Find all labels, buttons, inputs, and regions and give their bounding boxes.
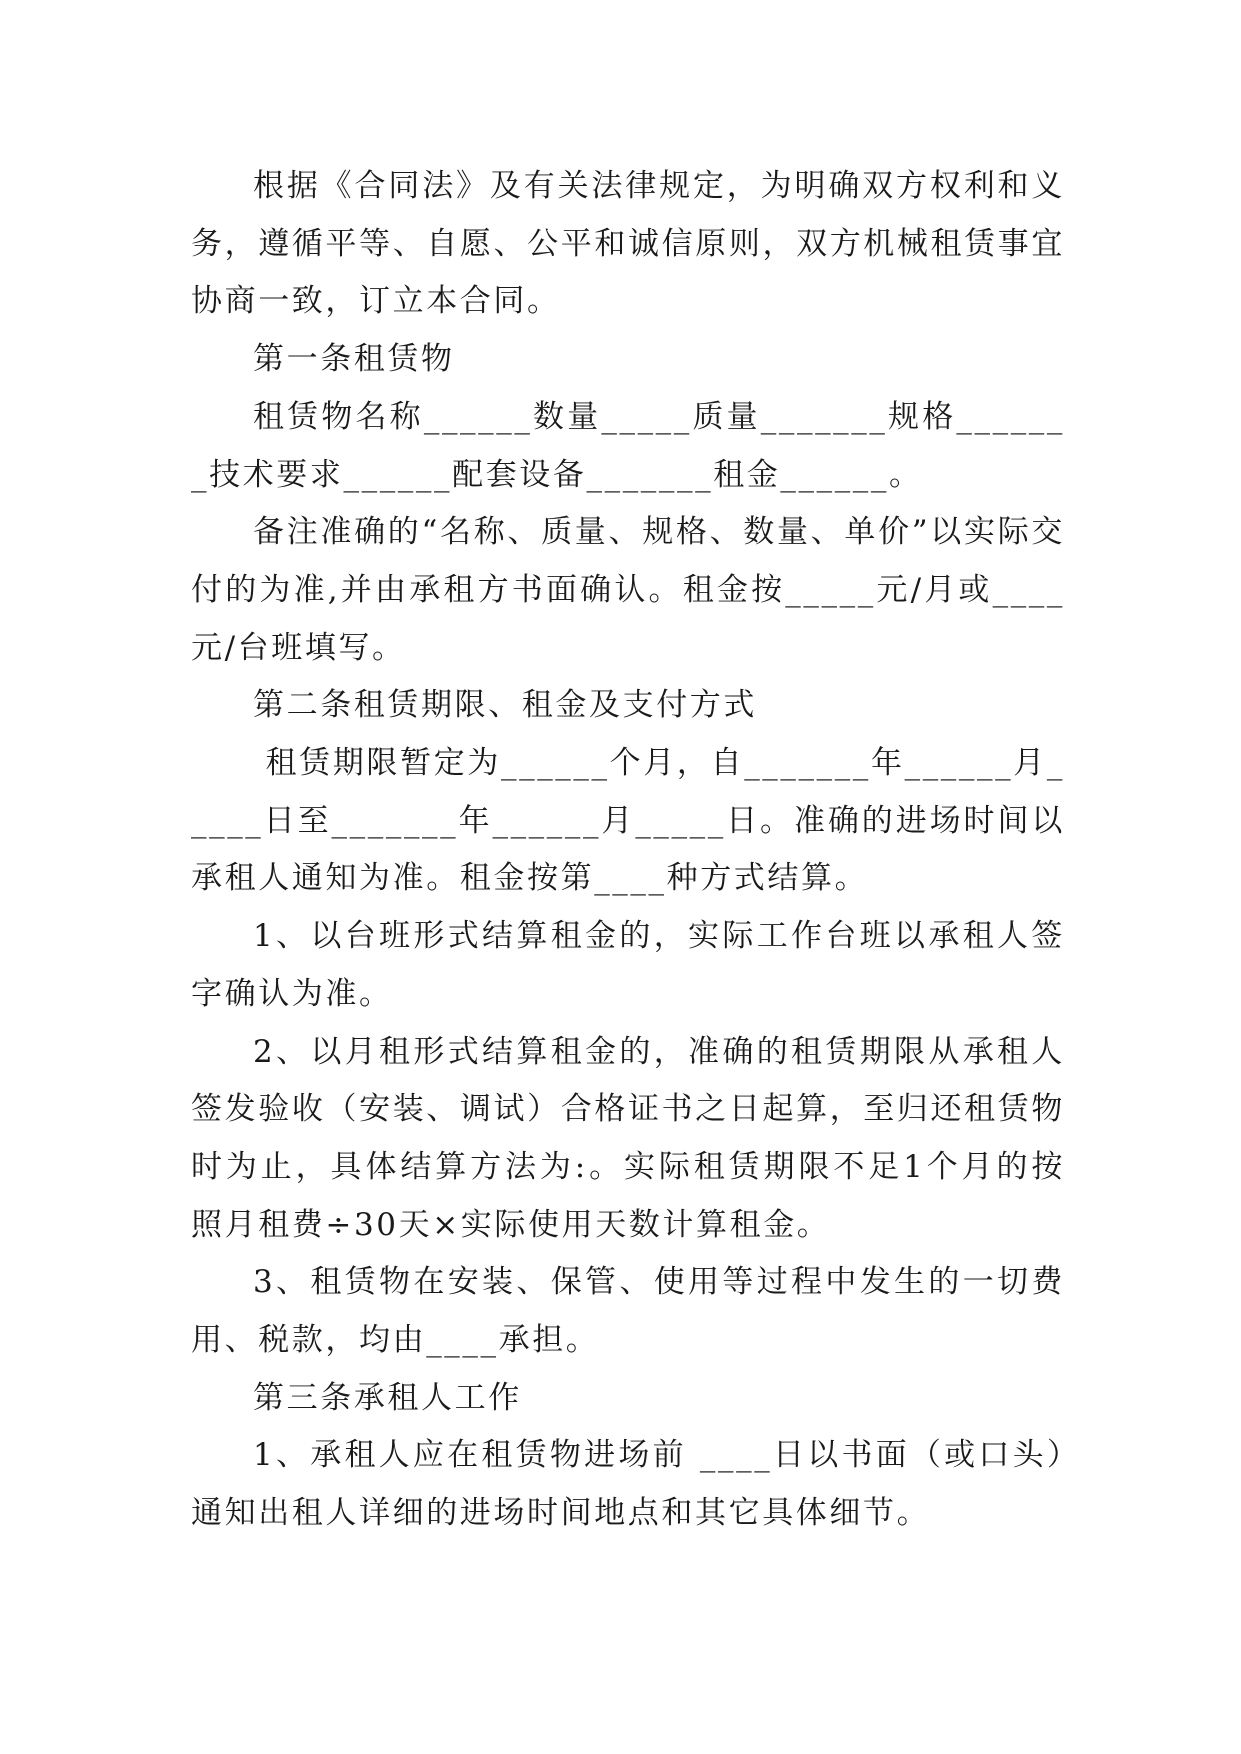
article-1-note-paragraph: 备注准确的“名称、质量、规格、数量、单价”以实际交付的为准,并由承租方书面确认。租金按_____元/月或____元/台班填写。 [191,514,1065,666]
article-1-fields-paragraph: 租赁物名称______数量_____质量_______规格_______技术要求______配套设备_______租金______。 [191,398,1065,493]
document-body [191,158,1065,1543]
article-2-term-paragraph: 租赁期限暂定为______个月，自_______年______月_____日至_______年______月_____日。准确的进场时间以承租人通知为准。租金按第____种方式结算。 [191,745,1065,897]
article-2-item-2: 2、以月租形式结算租金的，准确的租赁期限从承租人签发验收（安装、调试）合格证书之日起算，至归还租赁物时为止，具体结算方法为:。实际租赁期限不足1个月的按照月租费÷30天×实际使用天数计算租金。 [191,1033,1065,1243]
article-2-heading: 第二条租赁期限、租金及支付方式 [253,687,757,724]
preamble-paragraph: 根据《合同法》及有关法律规定，为明确双方权利和义务，遵循平等、自愿、公平和诚信原则，双方机械租赁事宜协商一致，订立本合同。 [191,168,1065,320]
article-2-item-1: 1、以台班形式结算租金的，实际工作台班以承租人签字确认为准。 [191,918,1065,1012]
article-2-item-3: 3、租赁物在安装、保管、使用等过程中发生的一切费用、税款，均由____承担。 [191,1264,1065,1359]
article-3-heading: 第三条承租人工作 [253,1379,522,1416]
article-1-heading: 第一条租赁物 [253,341,455,378]
article-3-item-1: 1、承租人应在租赁物进场前 ____日以书面（或口头）通知出租人详细的进场时间地点和其它具体细节。 [191,1437,1065,1532]
